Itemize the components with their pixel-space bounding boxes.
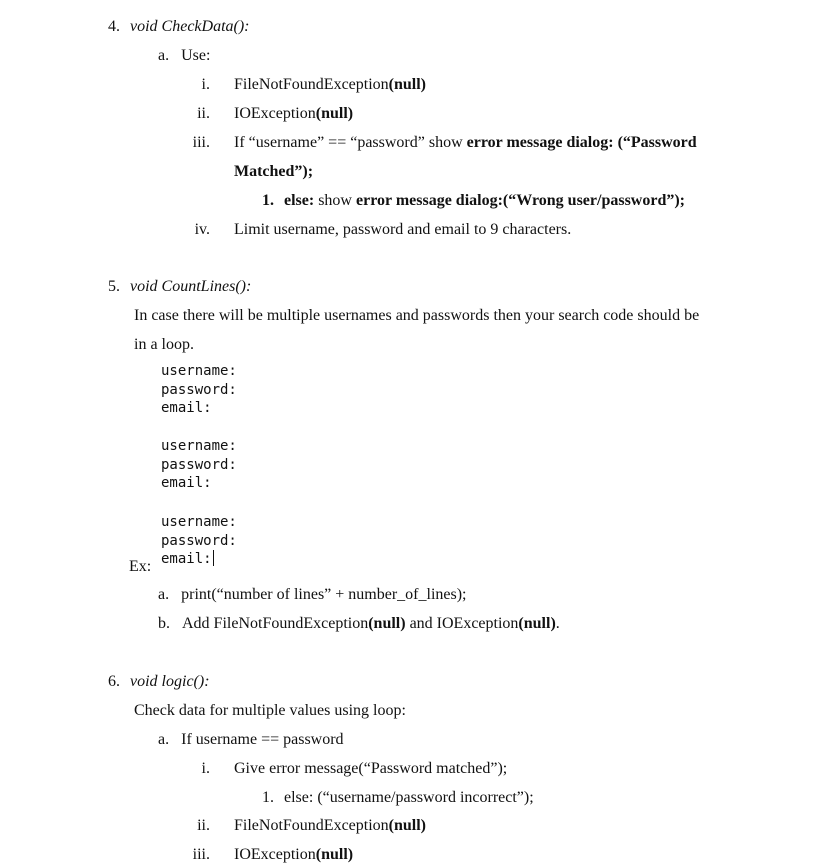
exception-name: Add FileNotFoundException (182, 615, 369, 632)
section-6-heading (108, 672, 210, 692)
section-5-heading (108, 277, 251, 297)
exception-arg: (null) (315, 105, 354, 122)
list-marker: b. (158, 615, 170, 632)
s6-item-a (158, 730, 344, 750)
code-block-1 (161, 362, 237, 418)
exception-arg: (null) (388, 817, 426, 834)
list-marker-iv: iv. (194, 221, 210, 238)
s4-item-iii-cont (234, 162, 313, 182)
list-text: Use: (181, 47, 211, 64)
dialog-text-cont: Matched”); (234, 163, 314, 180)
sub-text: else: (“username/password incorrect”); (284, 789, 534, 806)
section-number: 5. (108, 278, 120, 295)
code-block-3 (161, 513, 237, 569)
s4-item-iii (234, 133, 697, 153)
list-marker: 1. (262, 192, 274, 209)
code-line: email: (161, 475, 212, 491)
list-marker: a. (158, 586, 170, 603)
section-number: 4. (108, 18, 120, 35)
list-marker-iii: iii. (192, 846, 210, 863)
else-keyword: else: (284, 192, 315, 209)
exception-name: FileNotFoundException (234, 76, 389, 93)
code-line: username: (161, 514, 237, 530)
period: . (555, 615, 560, 632)
list-text: print(“number of lines” + number_of_lines); (181, 586, 467, 603)
list-marker-ii: ii. (197, 105, 210, 122)
sub-text: show (314, 192, 356, 209)
exception-arg: (null) (388, 76, 426, 93)
s5-item-b (158, 614, 560, 634)
s6-item-i: Give error message(“Password matched”); (234, 760, 508, 777)
list-text: If username == password (181, 731, 344, 748)
exception-name: IOException (234, 105, 316, 122)
exception-arg: (null) (368, 615, 406, 632)
s6-item-iii (234, 845, 353, 865)
section-title: void CountLines(): (130, 278, 252, 295)
list-marker: 1. (262, 789, 274, 806)
exception-name: IOException (234, 846, 316, 863)
section-title: void logic(): (130, 673, 210, 690)
condition-text: If “username” == “password” show (234, 134, 467, 151)
exception-name: FileNotFoundException (234, 817, 389, 834)
code-line: password: (161, 456, 237, 473)
list-marker: a. (158, 47, 170, 64)
list-marker-ii: ii. (197, 817, 210, 834)
exception-name: and IOException (405, 615, 519, 632)
s4-item-iv: Limit username, password and email to 9 characters. (234, 221, 572, 238)
code-line: email: (161, 551, 212, 567)
section-title: void CheckData(): (130, 18, 250, 35)
code-line: email: (161, 400, 212, 416)
s6-item-ii (234, 816, 426, 836)
code-line: password: (161, 532, 237, 549)
s4-item-i (234, 75, 426, 95)
list-marker-i: i. (201, 76, 210, 93)
s4-item-ii (234, 104, 353, 124)
s6-paragraph: Check data for multiple values using loop: (134, 702, 406, 719)
list-marker-i: i. (201, 760, 210, 777)
section-number: 6. (108, 673, 120, 690)
exception-arg: (null) (315, 846, 354, 863)
list-marker-iii: iii. (192, 134, 210, 151)
s5-paragraph-line2: in a loop. (134, 336, 194, 353)
s5-paragraph-line1: In case there will be multiple usernames and passwords then your search code should be (134, 307, 700, 324)
s4-item-a (158, 46, 210, 66)
list-marker: a. (158, 731, 170, 748)
text-cursor (213, 550, 214, 566)
dialog-text: error message dialog: (“Password (466, 134, 697, 151)
code-line: username: (161, 438, 237, 454)
code-line: password: (161, 381, 237, 398)
code-line: username: (161, 363, 237, 379)
section-4-heading (108, 17, 250, 37)
s6-item-i-sub (262, 788, 534, 808)
example-label: Ex: (129, 558, 152, 575)
s5-item-a (158, 585, 467, 605)
code-block-2 (161, 437, 237, 493)
exception-arg: (null) (518, 615, 556, 632)
s4-item-iii-sub (262, 191, 685, 211)
dialog-text: error message dialog:(“Wrong user/password”); (355, 192, 685, 209)
